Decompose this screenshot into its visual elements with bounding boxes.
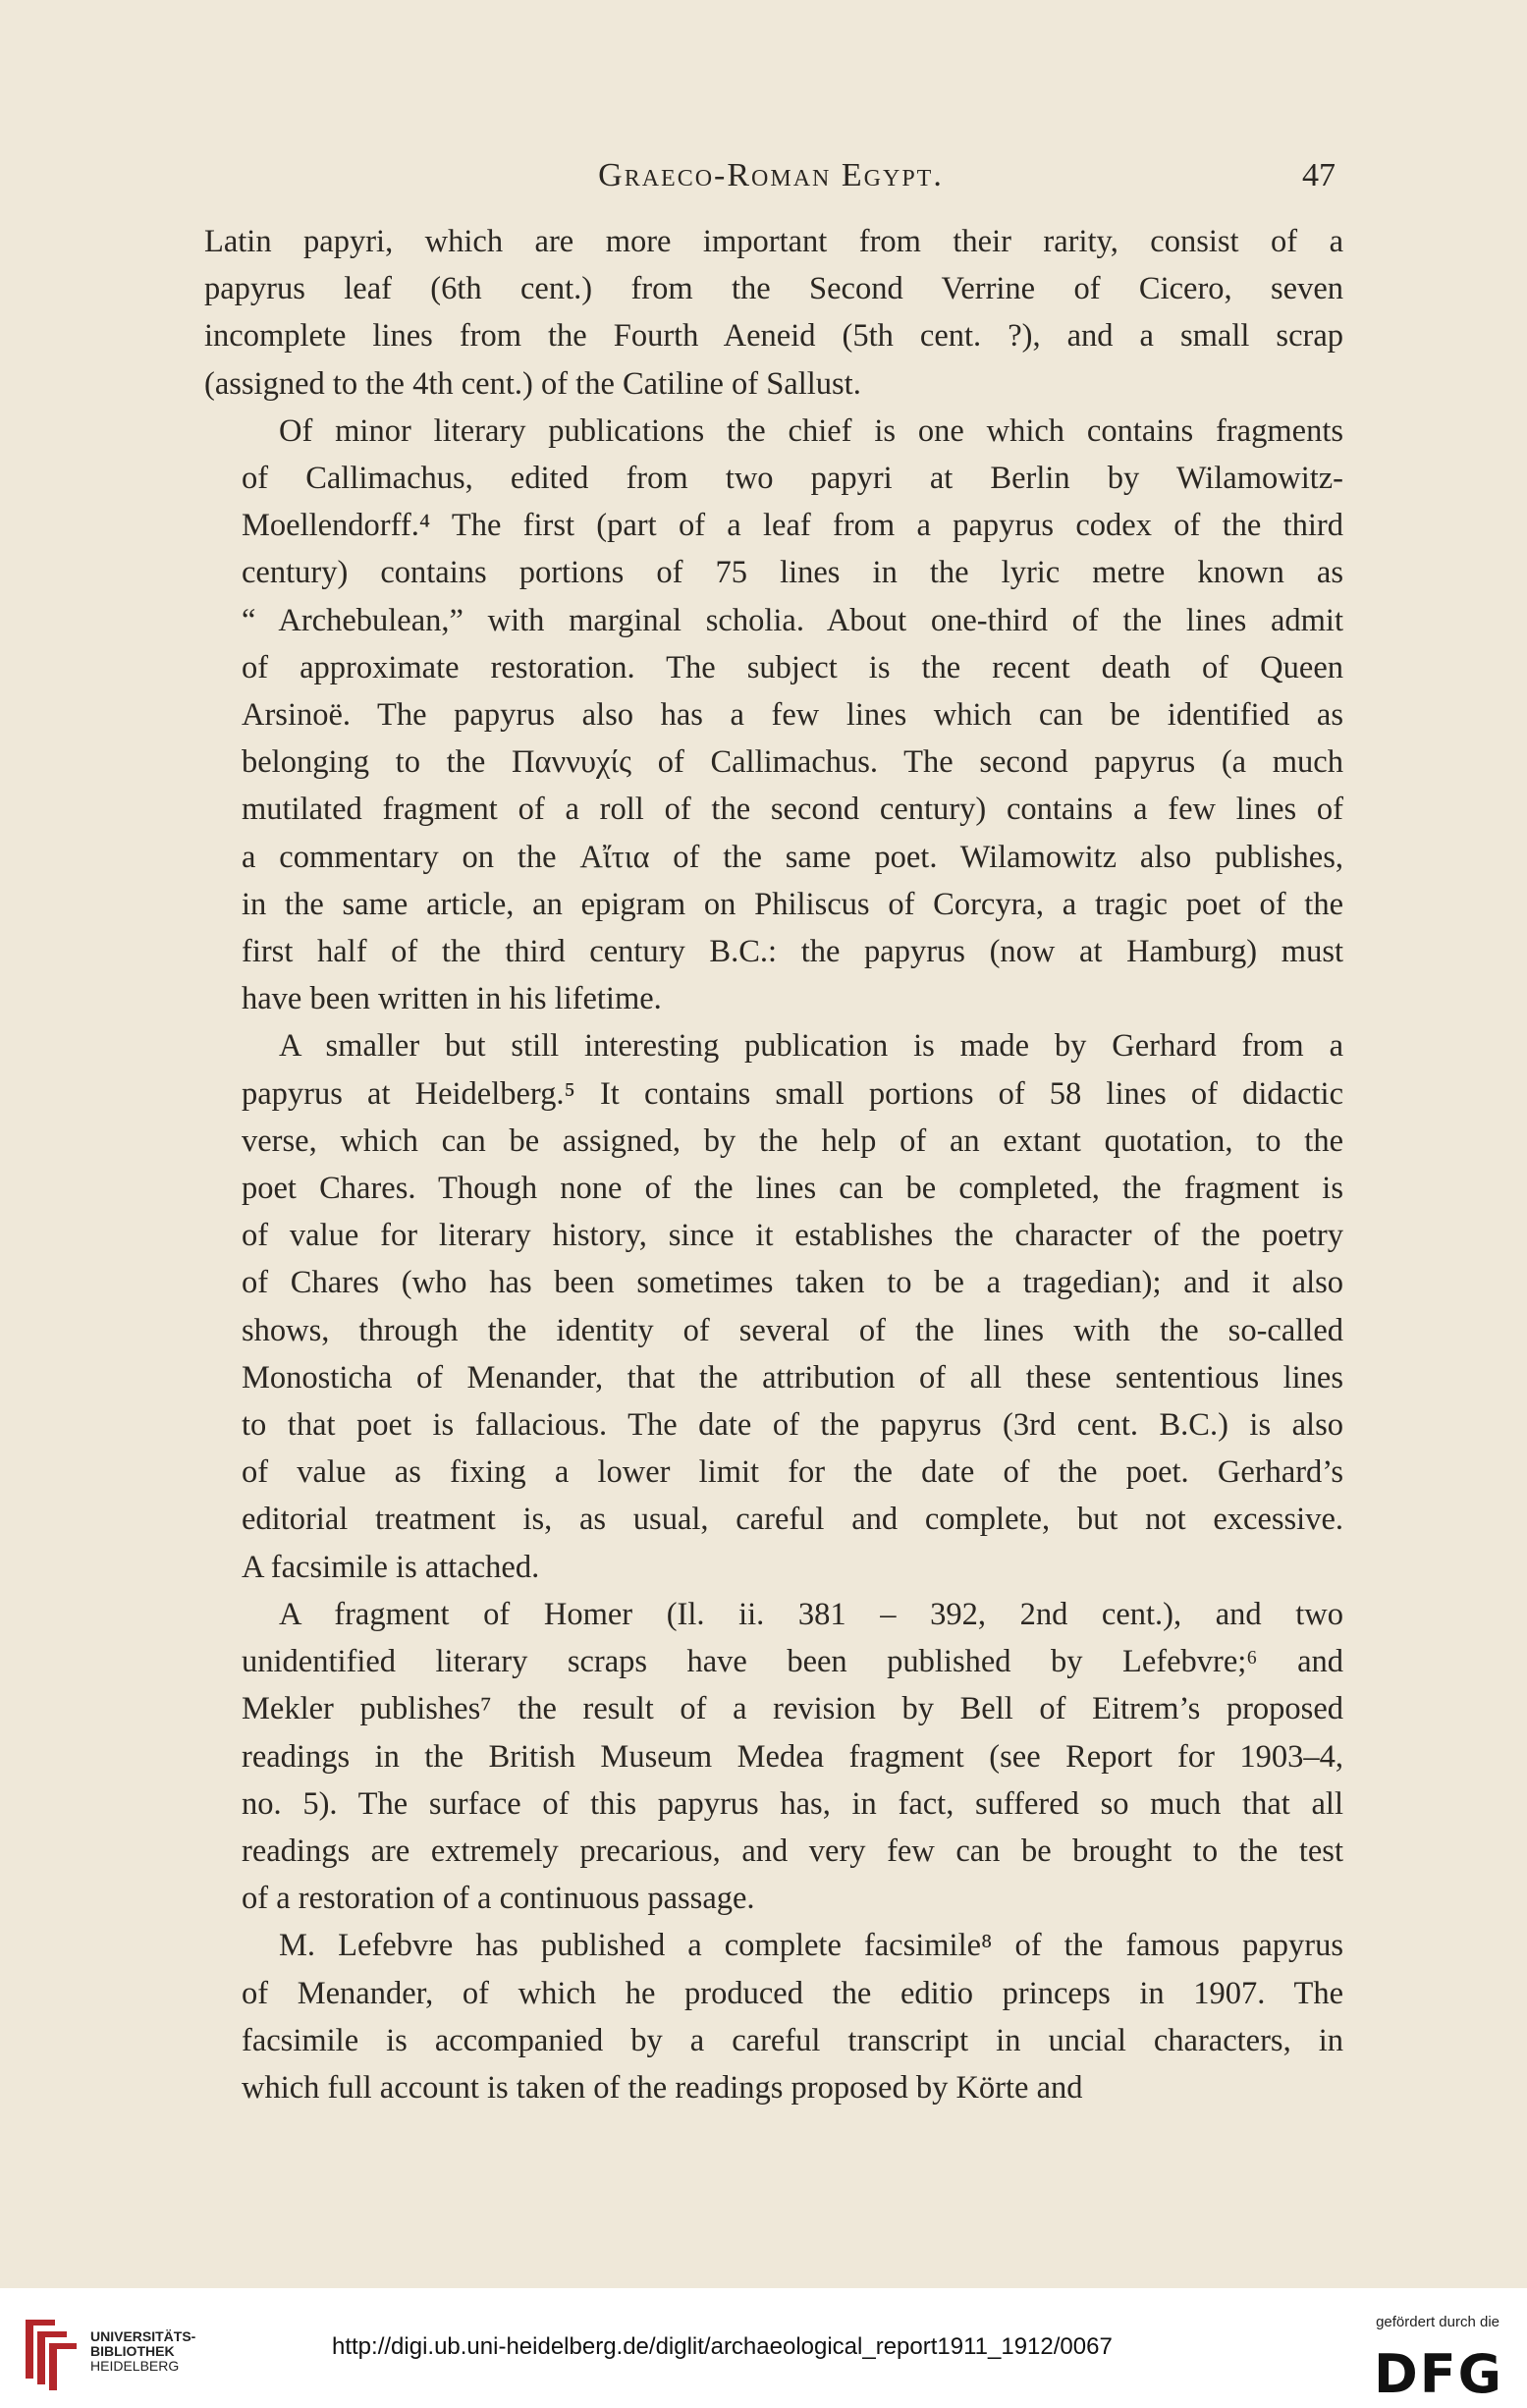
text-line: Latin papyri, which are more important from their rarity, consist of a — [204, 224, 1343, 259]
text-line: of value as fixing a lower limit for the date of the poet. Gerhard’s — [242, 1454, 1343, 1491]
text-line: A smaller but still interesting publication is made by Gerhard from a — [279, 1028, 1343, 1065]
text-line: verse, which can be assigned, by the help of an extant quotation, to the — [242, 1122, 1343, 1159]
text-line: of value for literary history, since it establishes the character of the poetry — [242, 1218, 1343, 1254]
paragraph — [204, 1922, 1343, 2111]
text-line: in the same article, an epigram on Philiscus of Corcyra, a tragic poet of the — [242, 886, 1343, 922]
funding-note: gefördert durch die — [1376, 2314, 1500, 2330]
text-line: of approximate restoration. The subject is the recent death of Queen — [242, 649, 1343, 685]
text-line: A facsimile is attached. — [242, 1549, 540, 1585]
text-line: poet Chares. Though none of the lines can be completed, the fragment is — [242, 1171, 1343, 1207]
text-line: first half of the third century B.C.: the papyrus (now at Hamburg) must — [242, 934, 1343, 970]
permalink-url[interactable]: http://digi.ub.uni-heidelberg.de/diglit/archaeological_report1911_1912/0067 — [332, 2333, 1113, 2360]
text-line: of Chares (who has been sometimes taken to be a tragedian); and it also — [242, 1265, 1343, 1301]
text-line: papyrus at Heidelberg.⁵ It contains small portions of 58 lines of didactic — [242, 1075, 1343, 1112]
footer-bar — [0, 2288, 1527, 2408]
text-line: Of minor literary publications the chief is one which contains fragments — [279, 412, 1343, 449]
text-line: shows, through the identity of several of the lines with the so-called — [242, 1312, 1343, 1348]
dfg-logo: DFG — [1373, 2343, 1503, 2405]
text-line: incomplete lines from the Fourth Aeneid (5th cent. ?), and a small scrap — [204, 318, 1343, 355]
paragraph — [204, 408, 1343, 1023]
text-line: unidentified literary scraps have been published by Lefebvre;⁶ and — [242, 1644, 1343, 1680]
text-line: facsimile is accompanied by a careful transcript in uncial characters, in — [242, 2022, 1343, 2058]
running-header — [206, 157, 1336, 196]
library-logo-icon — [18, 2310, 86, 2392]
text-line: mutilated fragment of a roll of the second century) contains a few lines of — [242, 792, 1343, 828]
text-line: Mekler publishes⁷ the result of a revision by Bell of Eitrem’s proposed — [242, 1691, 1343, 1727]
paragraph — [204, 1591, 1343, 1922]
text-line: no. 5). The surface of this papyrus has, in fact, suffered so much that all — [242, 1785, 1343, 1822]
paragraph — [204, 1022, 1343, 1590]
text-line: a commentary on the Αἴτια of the same poet. Wilamowitz also publishes, — [242, 839, 1343, 875]
text-line: papyrus leaf (6th cent.) from the Second Verrine of Cicero, seven — [204, 271, 1343, 307]
text-line: Arsinoë. The papyrus also has a few lines which can be identified as — [242, 697, 1343, 734]
text-line: readings in the British Museum Medea fragment (see Report for 1903–4, — [242, 1738, 1343, 1775]
text-line: to that poet is fallacious. The date of the papyrus (3rd cent. B.C.) is also — [242, 1407, 1343, 1444]
text-line: of Callimachus, edited from two papyri at Berlin by Wilamowitz- — [242, 461, 1343, 497]
library-name-line: BIBLIOTHEK — [90, 2343, 175, 2359]
text-line: A fragment of Homer (Il. ii. 381 – 392, 2nd cent.), and two — [279, 1596, 1343, 1632]
library-name-line: HEIDELBERG — [90, 2358, 180, 2374]
text-line: “ Archebulean,” with marginal scholia. About one-third of the lines admit — [242, 602, 1343, 638]
text-line: M. Lefebvre has published a complete facsimile⁸ of the famous papyrus — [279, 1928, 1343, 1964]
body-text — [204, 218, 1343, 2111]
library-name — [90, 2329, 195, 2374]
text-line: which full account is taken of the readings proposed by Körte and — [242, 2069, 1083, 2106]
text-line: Monosticha of Menander, that the attribution of all these sententious lines — [242, 1359, 1343, 1396]
running-title: Graeco-Roman Egypt. — [598, 157, 944, 193]
text-line: of Menander, of which he produced the editio princeps in 1907. The — [242, 1975, 1343, 2011]
text-line: readings are extremely precarious, and very few can be brought to the test — [242, 1833, 1343, 1869]
text-line: of a restoration of a continuous passage. — [242, 1881, 755, 1917]
text-line: belonging to the Παννυχίς of Callimachus. The second papyrus (a much — [242, 744, 1343, 781]
text-line: have been written in his lifetime. — [242, 981, 662, 1017]
text-line: (assigned to the 4th cent.) of the Catiline of Sallust. — [204, 365, 861, 402]
text-line: Moellendorff.⁴ The first (part of a leaf from a papyrus codex of the third — [242, 508, 1343, 544]
text-line: editorial treatment is, as usual, careful and complete, but not excessive. — [242, 1502, 1343, 1538]
page-number: 47 — [1302, 157, 1336, 193]
library-name-line: UNIVERSITÄTS- — [90, 2328, 196, 2344]
text-line: century) contains portions of 75 lines in the lyric metre known as — [242, 555, 1343, 591]
paragraph — [204, 218, 1343, 408]
